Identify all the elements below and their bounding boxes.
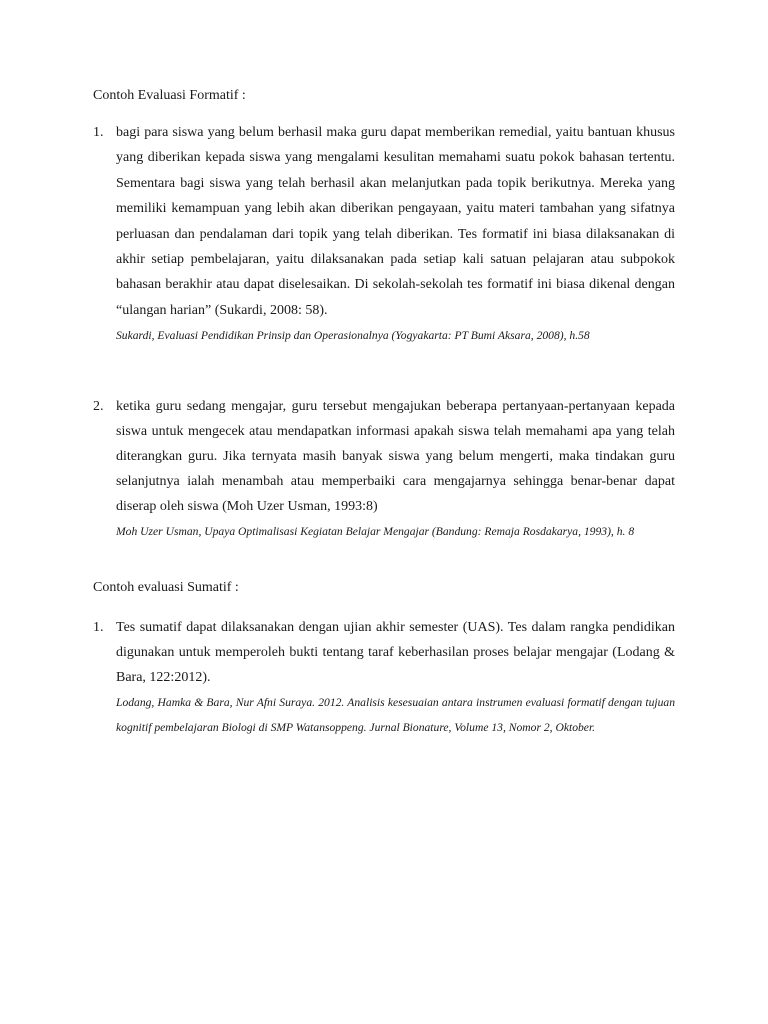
formative-item-1 xyxy=(93,120,675,349)
formative-heading: Contoh Evaluasi Formatif : xyxy=(93,88,246,103)
formative-item-2-reference: Moh Uzer Usman, Upaya Optimalisasi Kegiatan Belajar Mengajar (Bandung: Remaja Rosdakarya, 1993), h. 8 xyxy=(116,525,635,538)
summative-item-1-text: Tes sumatif dapat dilaksanakan dengan ujian akhir semester (UAS). Tes dalam rangka pendidikan digunakan untuk memperoleh bukti tentang taraf keberhasilan proses belajar mengajar (Lodang & Bara, 122:2012). xyxy=(116,620,675,685)
summative-heading: Contoh evaluasi Sumatif : xyxy=(93,580,239,595)
formative-item-1-reference: Sukardi, Evaluasi Pendidikan Prinsip dan Operasionalnya (Yogyakarta: PT Bumi Aksara, 2008), h.58 xyxy=(116,329,590,343)
formative-item-2 xyxy=(93,394,675,545)
list-number: 1. xyxy=(93,125,104,140)
list-number: 1. xyxy=(93,620,104,635)
formative-item-2-text: ketika guru sedang mengajar, guru tersebut mengajukan beberapa pertanyaan-pertanyaan kepada siswa untuk mengecek atau mendapatkan informasi apakah siswa telah memahami apa yang telah diterangkan guru. Jika ternyata masih banyak siswa yang belum mengerti, maka tindakan guru selanjutnya ialah menambah atau memperbaiki cara mengajarnya sehingga benar-benar dapat diserap oleh siswa (Moh Uzer Usman, 1993:8) xyxy=(116,399,675,514)
summative-item-1-reference: Lodang, Hamka & Bara, Nur Afni Suraya. 2012. Analisis kesesuaian antara instrumen evaluasi formatif dengan tujuan kognitif pembelajaran Biologi di SMP Watansoppeng. Jurnal Bionature, Volume 13, Nomor 2, Oktober. xyxy=(116,696,675,734)
list-number: 2. xyxy=(93,399,104,414)
summative-item-1 xyxy=(93,615,675,740)
formative-item-1-text: bagi para siswa yang belum berhasil maka guru dapat memberikan remedial, yaitu bantuan khusus yang diberikan kepada siswa yang mengalami kesulitan memahami suatu pokok bahasan tertentu. Sementara bagi siswa yang telah berhasil akan melanjutkan pada topik berikutnya. Mereka yang memiliki kemampuan yang lebih akan diberikan pengayaan, yaitu materi tambahan yang sifatnya perluasan dan pendalaman dari topik yang telah diberikan. Tes formatif ini biasa dilaksanakan di akhir setiap pembelajaran, yaitu dilaksanakan pada setiap kali satuan pelajaran atau subpokok bahasan berakhir atau dapat diselesaikan. Di sekolah-sekolah tes formatif ini biasa dikenal dengan “ulangan harian” (Sukardi, 2008: 58). xyxy=(116,125,675,318)
